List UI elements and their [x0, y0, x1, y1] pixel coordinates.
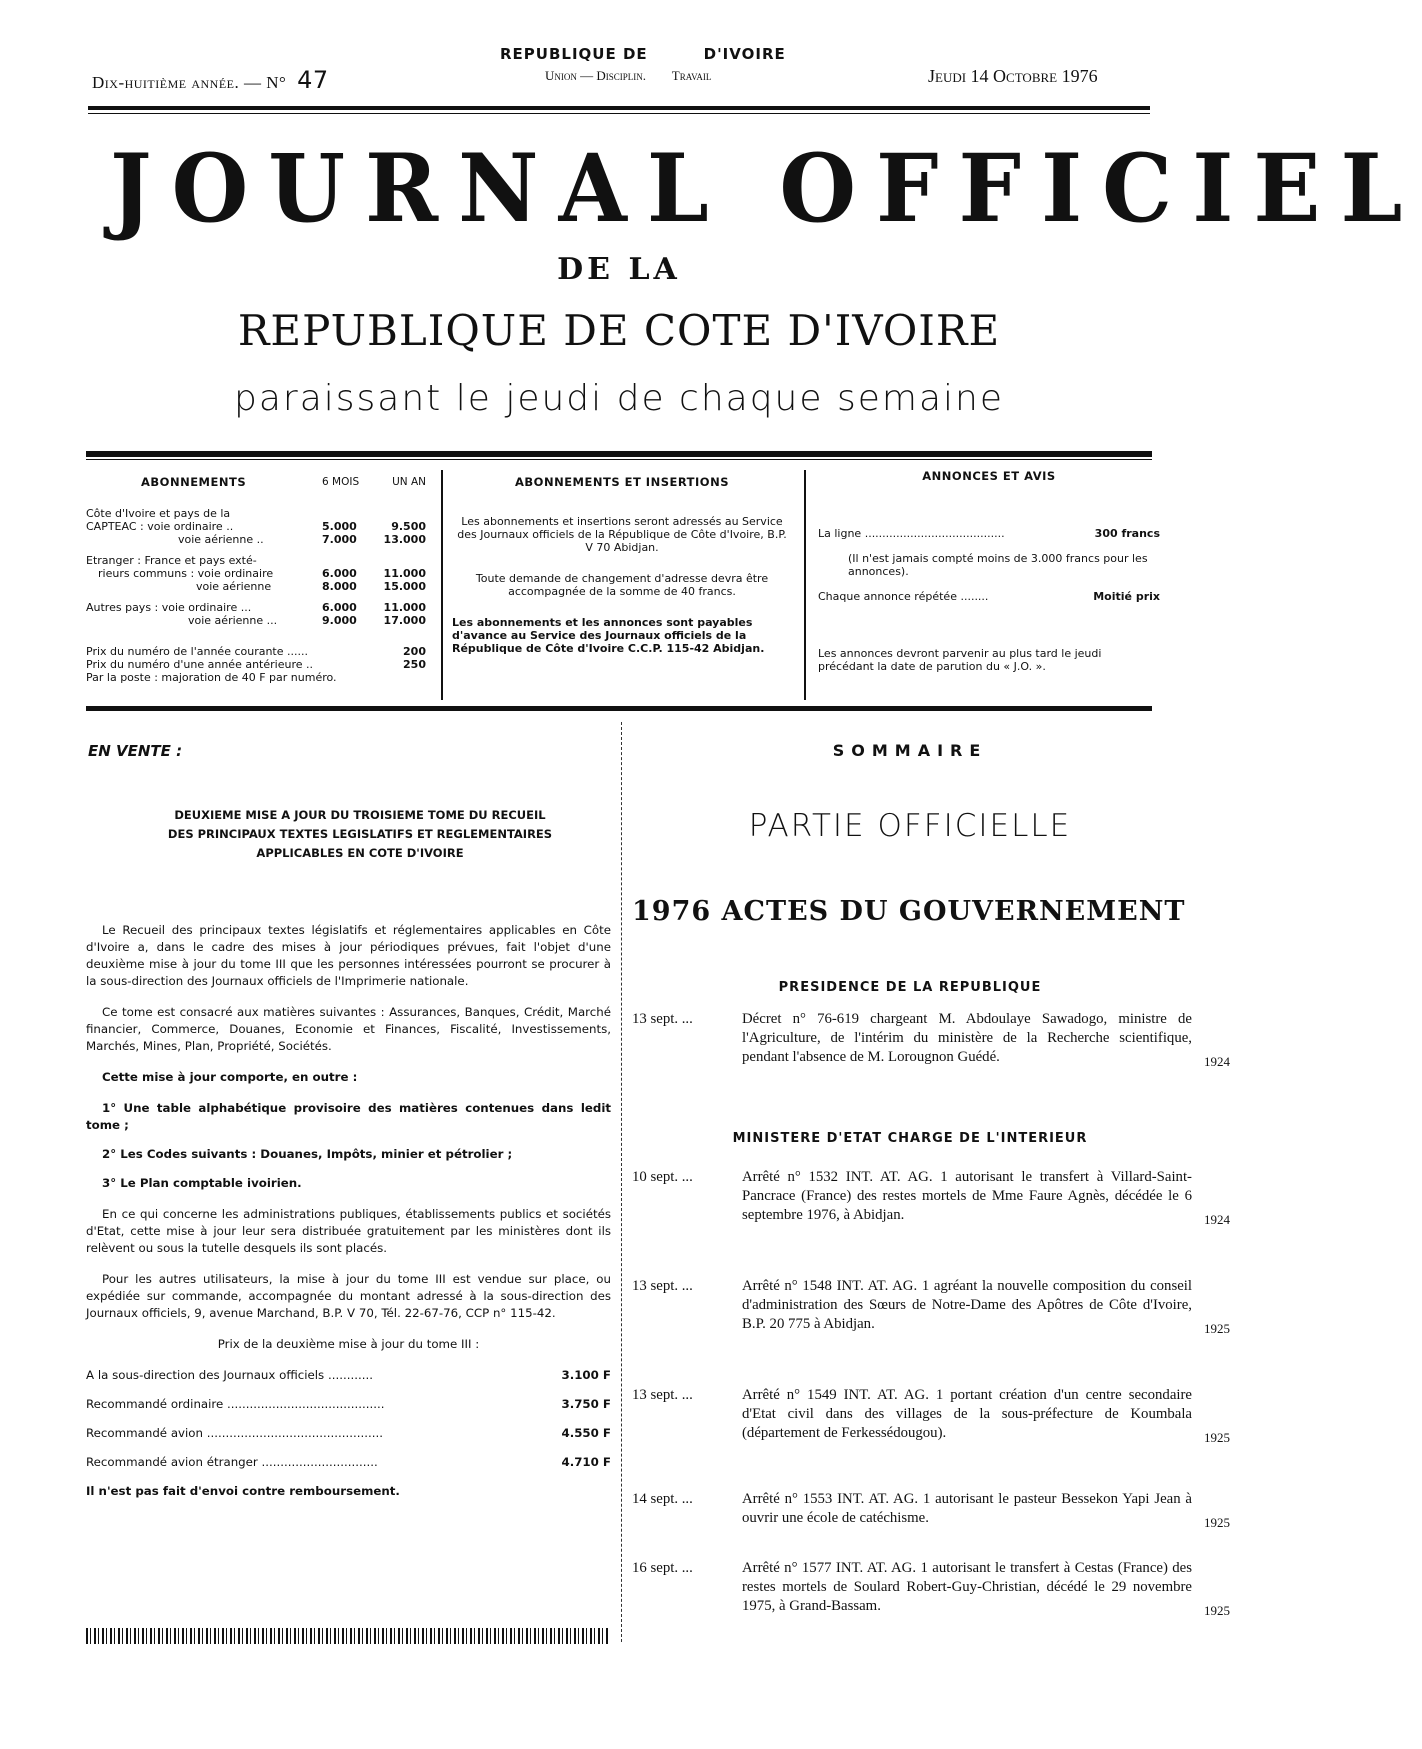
- entry-page: 1925: [1204, 1515, 1230, 1530]
- tariff-row: Autres pays : voie ordinaire ... 6.000 11.000: [86, 601, 426, 614]
- tariff-row: CAPTEAC : voie ordinaire .. 5.000 9.500: [86, 520, 426, 533]
- sommaire-entry: [632, 1490, 1230, 1530]
- insertions-payment: Les abonnements et les annonces sont payables d'avance au Service des Journaux officiels de la République de Côte d'Ivoire C.C.P. 115-42 Abidjan.: [452, 616, 765, 655]
- actes-heading: 1976 ACTES DU GOUVERNEMENT: [632, 896, 1186, 927]
- entry-text: Décret n° 76-619 chargeant M. Abdoulaye Sawadogo, ministre de l'Agriculture, de l'intérim du ministère de la Recherche scientifique, pendant l'absence de M. Lorougnon Guédé.: [742, 1011, 1192, 1065]
- entry-text: Arrêté n° 1549 INT. AT. AG. 1 portant création d'un centre secondaire d'Etat civil dans des villages de la sous-préfecture de Koumbala (département de Ferkessédougou).: [742, 1387, 1192, 1441]
- tariff-row: Etranger : France et pays exté-: [86, 554, 257, 567]
- column-divider: [621, 722, 622, 1642]
- price-row: Recommandé ordinaire .......................................... 3.750 F: [86, 1397, 611, 1411]
- entry-date: 10 sept. ...: [632, 1169, 693, 1185]
- masthead-subtitle: paraissant le jeudi de chaque semaine: [234, 378, 1004, 419]
- sommaire-entry: [632, 1168, 1230, 1227]
- repeat-rate: Chaque annonce répétée ........ Moitié prix: [818, 590, 1160, 603]
- header-rule-thin: [88, 113, 1150, 114]
- tariff-row: voie aérienne ... 9.000 17.000: [188, 614, 426, 627]
- entry-date: 13 sept. ...: [632, 1011, 693, 1027]
- en-vente-heading: EN VENTE :: [88, 742, 183, 760]
- sommaire-heading: SOMMAIRE: [832, 741, 988, 760]
- national-motto: Union — Disciplin. Travail: [545, 68, 712, 83]
- journal-title: JOURNAL OFFICIEL: [110, 132, 1422, 244]
- entry-text: Arrêté n° 1532 INT. AT. AG. 1 autorisant le transfert à Villard-Saint-Pancrace (France) des restes mortels de Mme Faure Agnès, décédée le 6 septembre 1976, à Abidjan.: [742, 1169, 1192, 1223]
- ornament-border: [86, 1628, 610, 1644]
- tariff-divider: [804, 470, 806, 700]
- sommaire-entry: [632, 1386, 1230, 1445]
- tariff-row: rieurs communs : voie ordinaire 6.000 11.000: [98, 567, 426, 580]
- entry-page: 1924: [1204, 1054, 1230, 1069]
- price-line: Prix du numéro de l'année courante ...... 200: [86, 645, 426, 658]
- list-item: 3° Le Plan comptable ivoirien.: [102, 1176, 302, 1190]
- entry-page: 1924: [1204, 1212, 1230, 1227]
- entry-date: 13 sept. ...: [632, 1278, 693, 1294]
- entry-text: Arrêté n° 1577 INT. AT. AG. 1 autorisant le transfert à Cestas (France) des restes mortels de Soulard Robert-Guy-Christian, décédé le 29 novembre 1975, à Grand-Bassam.: [742, 1560, 1192, 1614]
- insertions-block: [452, 476, 792, 655]
- remboursement-note: Il n'est pas fait d'envoi contre remboursement.: [86, 1484, 400, 1498]
- price-row: A la sous-direction des Journaux officiels ............ 3.100 F: [86, 1368, 611, 1382]
- price-line: Par la poste : majoration de 40 F par numéro.: [86, 671, 337, 684]
- insertions-address: Les abonnements et insertions seront adressés au Service des Journaux officiels de la République de Côte d'Ivoire, B.P. V 70 Abidjan.: [457, 515, 787, 554]
- entry-date: 14 sept. ...: [632, 1491, 693, 1507]
- tariff-top-rule-thin: [86, 459, 1152, 460]
- issue-date: Jeudi 14 Octobre 1976: [928, 66, 1098, 86]
- masthead-de-la: DE LA: [557, 252, 681, 287]
- price-row: Recommandé avion ............................................... 4.550 F: [86, 1426, 611, 1440]
- col-un-an: UN AN: [392, 476, 426, 488]
- annonces-heading: ANNONCES ET AVIS: [922, 469, 1056, 483]
- ligne-rate: La ligne ........................................ 300 francs: [818, 527, 1160, 540]
- price-heading: Prix de la deuxième mise à jour du tome III :: [217, 1337, 480, 1351]
- price-row: Recommandé avion étranger ............................... 4.710 F: [86, 1455, 611, 1469]
- tariff-bottom-rule: [86, 706, 1152, 711]
- year-label: Dix-huitième année. — N°: [92, 73, 287, 92]
- entry-date: 13 sept. ...: [632, 1387, 693, 1403]
- insertions-change-address: Toute demande de changement d'adresse devra être accompagnée de la somme de 40 francs.: [475, 572, 769, 598]
- col-6-mois: 6 MOIS: [322, 476, 360, 488]
- paragraph: Cette mise à jour comporte, en outre :: [102, 1070, 358, 1084]
- entry-date: 16 sept. ...: [632, 1560, 693, 1576]
- abonnements-block: [86, 476, 426, 684]
- section-heading: PRESIDENCE DE LA REPUBLIQUE: [778, 980, 1042, 995]
- entry-page: 1925: [1204, 1321, 1230, 1336]
- issue-number: 47: [297, 66, 329, 94]
- section-heading: MINISTERE D'ETAT CHARGE DE L'INTERIEUR: [732, 1131, 1088, 1146]
- tariff-divider: [441, 470, 443, 700]
- republic-header: REPUBLIQUE DE D'IVOIRE: [500, 45, 786, 63]
- sommaire-entry: [632, 1559, 1230, 1618]
- tariff-row: voie aérienne 8.000 15.000: [196, 580, 426, 593]
- sommaire-entry: [632, 1010, 1230, 1069]
- tariff-top-rule: [86, 451, 1152, 457]
- header-rule: [88, 106, 1150, 110]
- masthead-republic: REPUBLIQUE DE COTE D'IVOIRE: [237, 306, 1001, 355]
- entry-text: Arrêté n° 1553 INT. AT. AG. 1 autorisant le pasteur Bessekon Yapi Jean à ouvrir une école de catéchisme.: [742, 1491, 1192, 1526]
- price-line: Prix du numéro d'une année antérieure .. 250: [86, 658, 426, 671]
- en-vente-body: [86, 922, 611, 1500]
- paragraph: Le Recueil des principaux textes législatifs et réglementaires applicables en Côte d'Ivoire a, dans le cadre des mises à jour périodiques prévues, fait l'objet d'une deuxième mise à jour du tome III que les personnes intéressées pourront se procurer à la sous-direction des Journaux officiels de l'Imprimerie nationale.: [86, 923, 611, 988]
- paragraph: En ce qui concerne les administrations publiques, établissements publics et sociétés d'Etat, cette mise à jour leur sera distribuée gratuitement par les ministères dont ils relèvent ou sous la tutelle desquels ils sont placés.: [86, 1207, 611, 1255]
- annonces-deadline: Les annonces devront parvenir au plus tard le jeudi précédant la date de parution du « J.O. ».: [818, 647, 1102, 673]
- entry-page: 1925: [1204, 1603, 1230, 1618]
- list-item: 1° Une table alphabétique provisoire des matières contenues dans ledit tome ;: [86, 1101, 611, 1132]
- tariff-row: Côte d'Ivoire et pays de la: [86, 507, 231, 520]
- sommaire-entry: [632, 1277, 1230, 1336]
- recueil-subhead: DEUXIEME MISE A JOUR DU TROISIEME TOME DU RECUEIL DES PRINCIPAUX TEXTES LEGISLATIFS ET REGLEMENTAIRES APPLICABLES EN COTE D'IVOIRE: [167, 808, 553, 860]
- insertions-heading: ABONNEMENTS ET INSERTIONS: [515, 475, 729, 489]
- paragraph: Pour les autres utilisateurs, la mise à jour du tome III est vendue sur place, ou expédiée sur commande, accompagnée du montant adressé à la sous-direction des Journaux officiels, 9, avenue Marchand, B.P. V 70, Tél. 22-67-76, CCP n° 115-42.: [86, 1272, 611, 1320]
- paragraph: Ce tome est consacré aux matières suivantes : Assurances, Banques, Crédit, Marché financier, Commerce, Douanes, Economie et Finances, Fiscalité, Investissements, Marchés, Mines, Plan, Propriété, Sociétés.: [86, 1005, 611, 1053]
- tariff-row: voie aérienne .. 7.000 13.000: [178, 533, 426, 546]
- abonnements-heading: ABONNEMENTS: [141, 475, 247, 489]
- issue-line: [92, 66, 329, 94]
- entry-text: Arrêté n° 1548 INT. AT. AG. 1 agréant la nouvelle composition du conseil d'administration des Sœurs de Notre-Dame des Apôtres de Côte d'Ivoire, B.P. 20 775 à Abidjan.: [742, 1278, 1192, 1332]
- partie-officielle: PARTIE OFFICIELLE: [748, 808, 1072, 844]
- entry-page: 1925: [1204, 1430, 1230, 1445]
- annonces-block: [818, 470, 1160, 673]
- list-item: 2° Les Codes suivants : Douanes, Impôts, minier et pétrolier ;: [102, 1147, 513, 1161]
- ligne-note: (Il n'est jamais compté moins de 3.000 francs pour les annonces).: [848, 552, 1148, 578]
